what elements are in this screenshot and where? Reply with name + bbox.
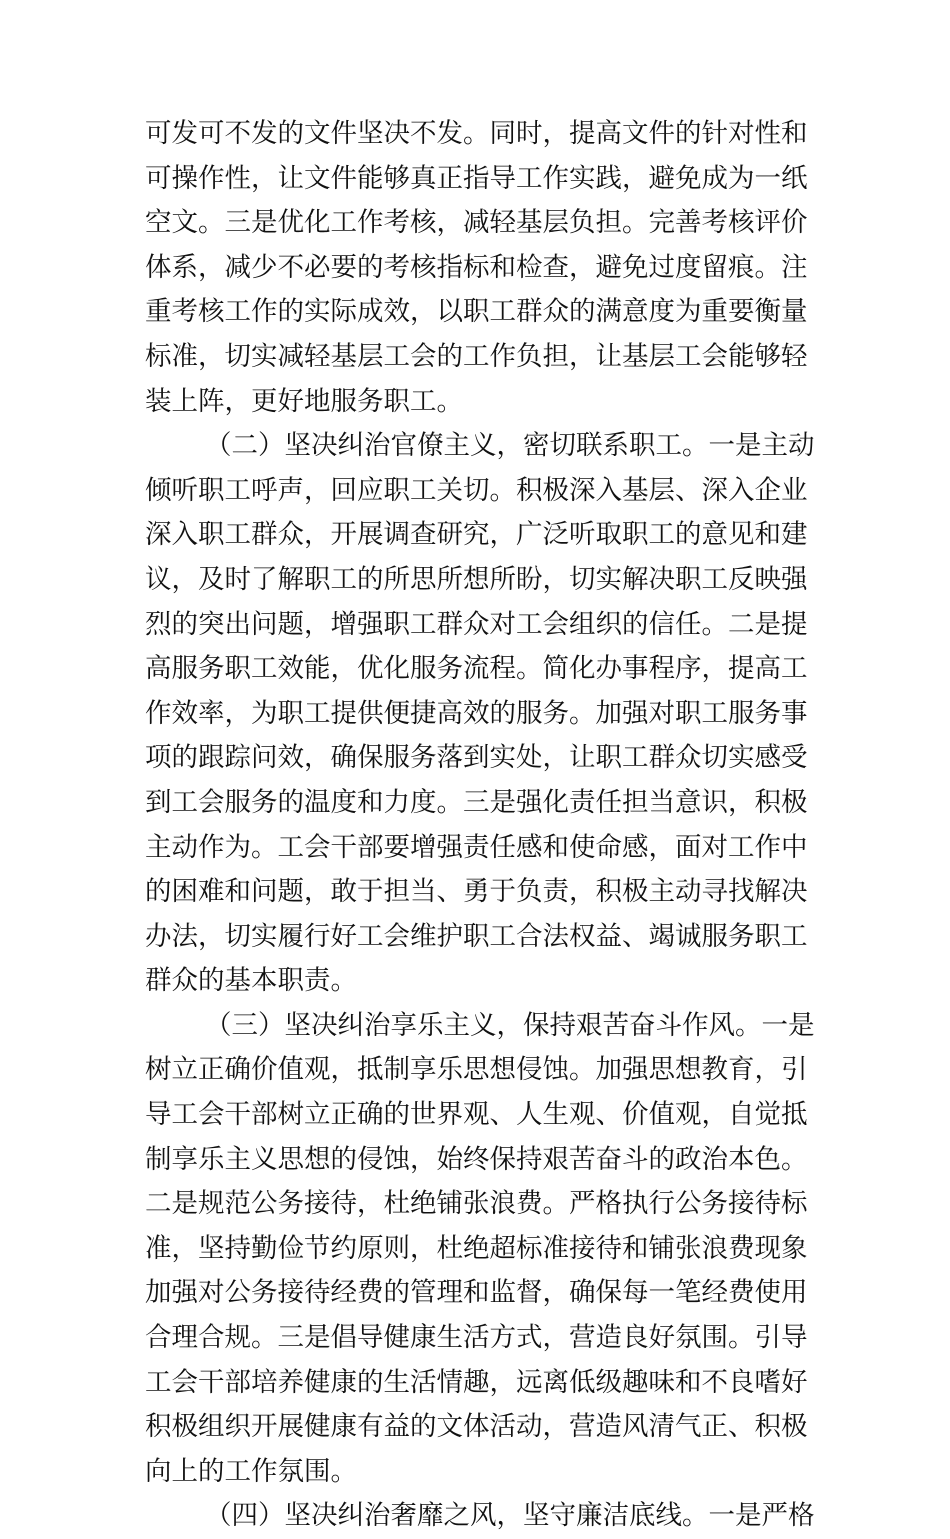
- text-line: 议，及时了解职工的所思所想所盼，切实解决职工反映强: [145, 563, 808, 595]
- text-line: 的困难和问题，敢于担当、勇于负责，积极主动寻找解决: [145, 876, 808, 908]
- text-line: 合理合规。三是倡导健康生活方式，营造良好氛围。引导: [145, 1322, 808, 1354]
- text-line: 重考核工作的实际成效，以职工群众的满意度为重要衡量: [145, 296, 808, 328]
- paragraph-start-line: （三）坚决纠治享乐主义，保持艰苦奋斗作风。一是: [205, 1009, 815, 1041]
- text-line: 空文。三是优化工作考核，减轻基层负担。完善考核评价: [145, 207, 808, 239]
- text-line: 体系，减少不必要的考核指标和检查，避免过度留痕。注: [145, 251, 808, 283]
- text-line: 主动作为。工会干部要增强责任感和使命感，面对工作中: [145, 831, 808, 863]
- paragraph-start-line: （二）坚决纠治官僚主义，密切联系职工。一是主动: [205, 430, 815, 462]
- text-line: 导工会干部树立正确的世界观、人生观、价值观，自觉抵: [145, 1099, 808, 1131]
- text-line: 可发可不发的文件坚决不发。同时，提高文件的针对性和: [145, 118, 808, 149]
- text-line: 制享乐主义思想的侵蚀，始终保持艰苦奋斗的政治本色。: [145, 1143, 808, 1175]
- text-line: 深入职工群众，开展调查研究，广泛听取职工的意见和建: [145, 519, 808, 551]
- text-line: 高服务职工效能，优化服务流程。简化办事程序，提高工: [145, 653, 808, 685]
- body-text: [145, 112, 815, 1539]
- text-line: 向上的工作氛围。: [145, 1455, 357, 1487]
- text-line: 项的跟踪问效，确保服务落到实处，让职工群众切实感受: [145, 742, 808, 774]
- text-line: 倾听职工呼声，回应职工关切。积极深入基层、深入企业: [145, 474, 808, 506]
- text-line: 二是规范公务接待，杜绝铺张浪费。严格执行公务接待标: [145, 1188, 808, 1220]
- text-line: 装上阵，更好地服务职工。: [145, 385, 463, 417]
- text-line: 树立正确价值观，抵制享乐思想侵蚀。加强思想教育，引: [145, 1054, 808, 1086]
- text-line: 工会干部培养健康的生活情趣，远离低级趣味和不良嗜好: [145, 1366, 808, 1398]
- text-line: 到工会服务的温度和力度。三是强化责任担当意识，积极: [145, 786, 808, 818]
- text-line: 标准，切实减轻基层工会的工作负担，让基层工会能够轻: [145, 340, 808, 372]
- text-line: 群众的基本职责。: [145, 965, 357, 997]
- text-line: 积极组织开展健康有益的文体活动，营造风清气正、积极: [145, 1411, 808, 1443]
- text-line: 准，坚持勤俭节约原则，杜绝超标准接待和铺张浪费现象: [145, 1232, 808, 1264]
- text-line: 烈的突出问题，增强职工群众对工会组织的信任。二是提: [145, 608, 808, 640]
- text-line: 加强对公务接待经费的管理和监督，确保每一笔经费使用: [145, 1277, 808, 1309]
- text-line: 作效率，为职工提供便捷高效的服务。加强对职工服务事: [145, 697, 808, 729]
- text-line: 可操作性，让文件能够真正指导工作实践，避免成为一纸: [145, 162, 808, 194]
- text-line: 办法，切实履行好工会维护职工合法权益、竭诚服务职工: [145, 920, 808, 952]
- paragraph-start-line: （四）坚决纠治奢靡之风，坚守廉洁底线。一是严格: [205, 1500, 815, 1532]
